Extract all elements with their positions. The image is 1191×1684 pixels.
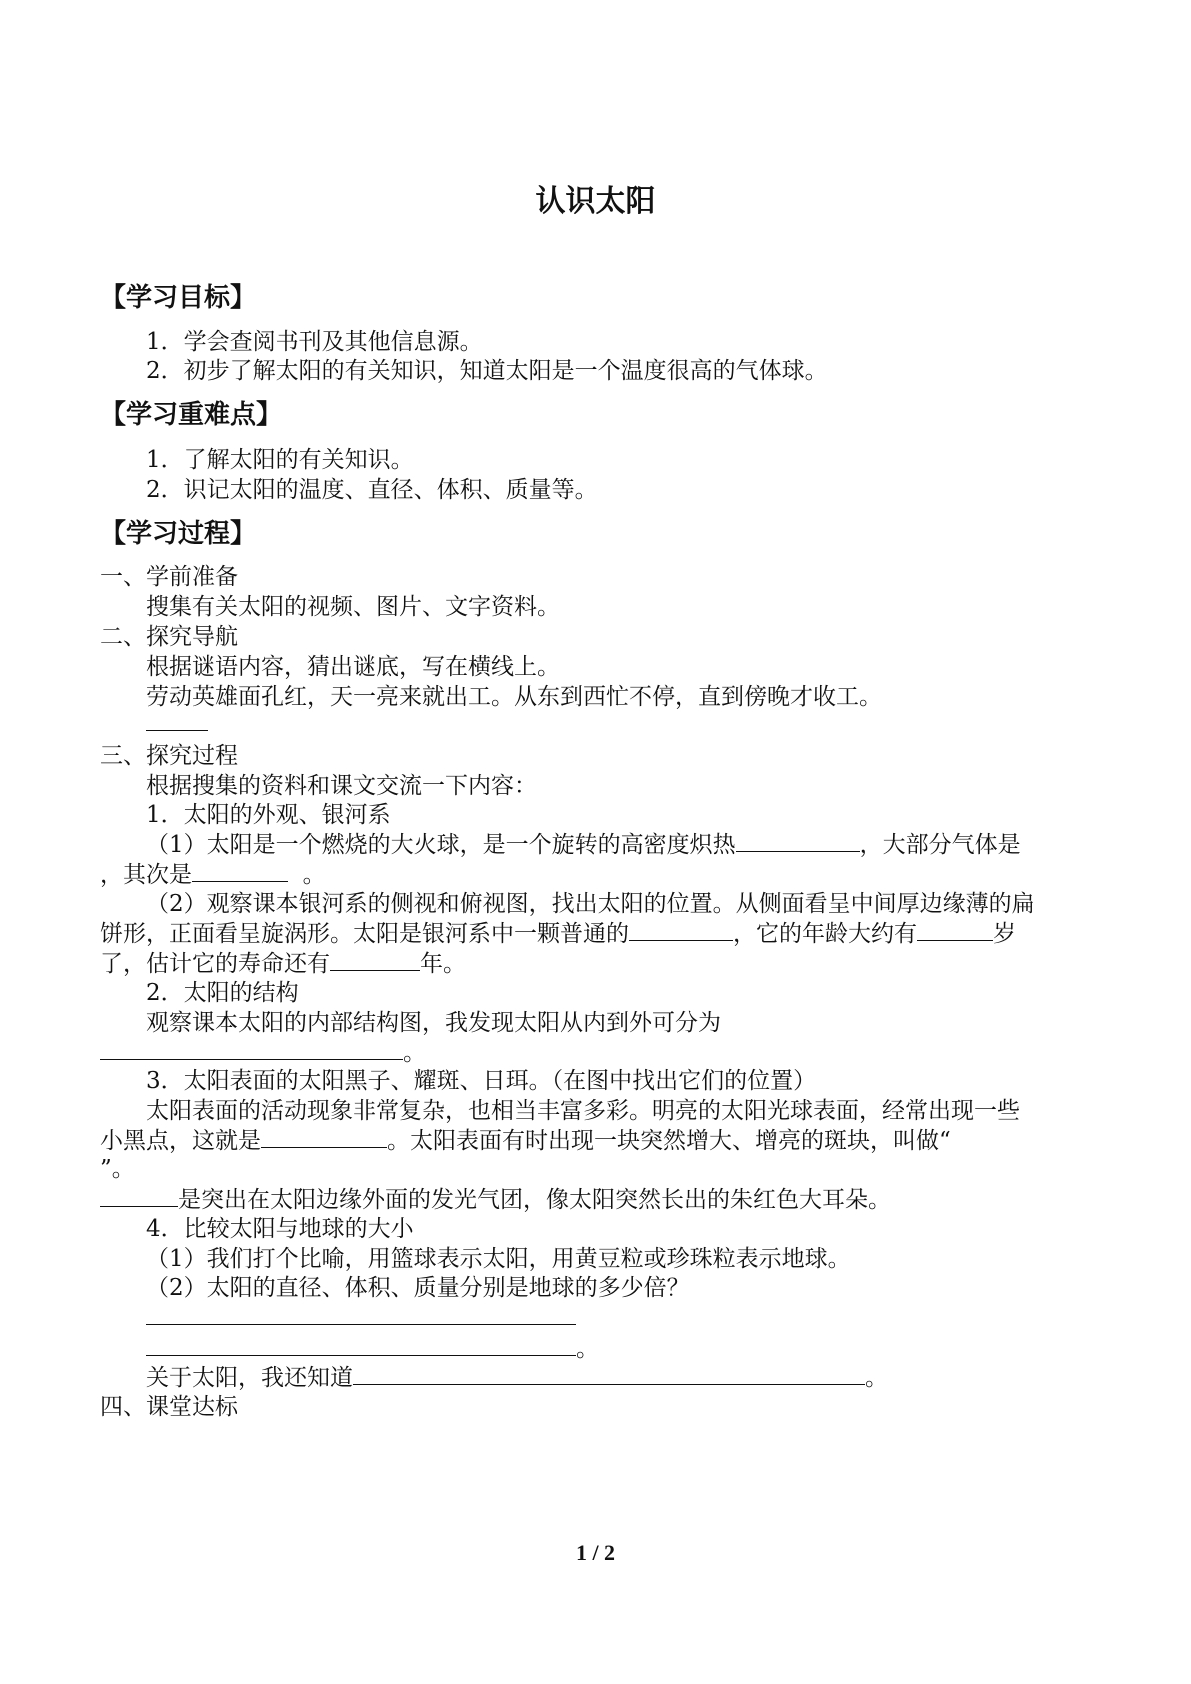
question-1-1-cont — [100, 859, 326, 890]
question-3-text: 太阳表面的活动现象非常复杂，也相当丰富多彩。明亮的太阳光球表面，经常出现一些 — [146, 1098, 1020, 1124]
question-1-title: 1．太阳的外观、银河系 — [146, 802, 391, 828]
answer-blank[interactable] — [100, 1037, 403, 1060]
answer-blank[interactable] — [146, 1333, 576, 1356]
question-text: 。 — [302, 862, 326, 888]
question-4-answer-line — [146, 1333, 599, 1364]
part1-title: 一、学前准备 — [100, 564, 238, 590]
question-text: ，大部分气体是 — [859, 832, 1021, 858]
question-4-2: （2）太阳的直径、体积、质量分别是地球的多少倍？ — [146, 1275, 690, 1301]
answer-blank[interactable] — [917, 918, 993, 941]
question-text: 饼形，正面看呈旋涡形。太阳是银河系中一颗普通的 — [100, 921, 629, 947]
section-heading-goals: 【学习目标】 — [100, 283, 257, 313]
question-2-answer-line — [100, 1037, 426, 1068]
question-1-1-line — [146, 829, 1021, 860]
question-text: 。 — [865, 1365, 888, 1391]
question-3-title: 3．太阳表面的太阳黑子、耀斑、日珥。（在图中找出它们的位置） — [146, 1068, 817, 1094]
question-text: 小黑点，这就是 — [100, 1128, 261, 1154]
question-2-title: 2．太阳的结构 — [146, 980, 299, 1006]
page-title: 认识太阳 — [535, 184, 656, 219]
question-text: ，其次是 — [100, 862, 192, 888]
question-4-title: 4．比较太阳与地球的大小 — [146, 1216, 414, 1242]
answer-blank[interactable] — [100, 1184, 178, 1207]
question-text: 年。 — [420, 951, 466, 977]
question-text: 了，估计它的寿命还有 — [100, 951, 330, 977]
riddle-answer-blank[interactable] — [146, 730, 208, 731]
question-3-prominence — [100, 1184, 891, 1215]
question-text: 是突出在太阳边缘外面的发光气团，像太阳突然长出的朱红色大耳朵。 — [178, 1187, 891, 1213]
answer-blank[interactable] — [736, 829, 860, 852]
answer-blank[interactable] — [192, 859, 288, 882]
question-3-cont — [100, 1125, 951, 1156]
answer-line[interactable] — [146, 1324, 576, 1325]
part4-title: 四、课堂达标 — [100, 1394, 238, 1420]
question-text: 。太阳表面有时出现一块突然增大、增亮的斑块，叫做“ — [387, 1128, 951, 1154]
part1-text: 搜集有关太阳的视频、图片、文字资料。 — [146, 594, 560, 620]
answer-blank[interactable] — [261, 1125, 387, 1148]
part3-intro: 根据搜集的资料和课文交流一下内容： — [146, 773, 537, 799]
keypoint-item: 1．了解太阳的有关知识。 — [146, 447, 414, 473]
answer-blank[interactable] — [330, 948, 420, 971]
keypoint-item: 2．识记太阳的温度、直径、体积、质量等。 — [146, 477, 598, 503]
goal-item: 2．初步了解太阳的有关知识，知道太阳是一个温度很高的气体球。 — [146, 358, 828, 384]
question-1-2-line: （2）观察课本银河系的侧视和俯视图，找出太阳的位置。从侧面看呈中间厚边缘薄的扁 — [146, 891, 1035, 917]
question-3-quote-end: ”。 — [100, 1156, 135, 1182]
question-text: （1）太阳是一个燃烧的大火球，是一个旋转的高密度炽热 — [146, 832, 736, 858]
part2-title: 二、探究导航 — [100, 624, 238, 650]
goal-item: 1．学会查阅书刊及其他信息源。 — [146, 329, 483, 355]
part2-text: 根据谜语内容，猜出谜底，写在横线上。 — [146, 654, 560, 680]
section-heading-keypoints: 【学习重难点】 — [100, 400, 283, 430]
question-text: 。 — [403, 1040, 426, 1066]
question-text: 关于太阳，我还知道 — [146, 1365, 353, 1391]
question-text: 。 — [576, 1336, 599, 1362]
question-text: 岁 — [993, 921, 1016, 947]
riddle-text: 劳动英雄面孔红，天一亮来就出工。从东到西忙不停，直到傍晚才收工。 — [146, 684, 882, 710]
extra-knowledge-line — [146, 1362, 888, 1393]
answer-blank[interactable] — [629, 918, 733, 941]
question-1-2-cont — [100, 918, 1016, 949]
question-1-2-end — [100, 948, 466, 979]
part3-title: 三、探究过程 — [100, 743, 238, 769]
section-heading-process: 【学习过程】 — [100, 519, 257, 549]
question-text: ，它的年龄大约有 — [733, 921, 917, 947]
page-number: 1 / 2 — [575, 1540, 616, 1565]
question-4-1: （1）我们打个比喻，用篮球表示太阳，用黄豆粒或珍珠粒表示地球。 — [146, 1246, 851, 1272]
question-2-text: 观察课本太阳的内部结构图，我发现太阳从内到外可分为 — [146, 1010, 721, 1036]
answer-blank[interactable] — [353, 1362, 865, 1385]
